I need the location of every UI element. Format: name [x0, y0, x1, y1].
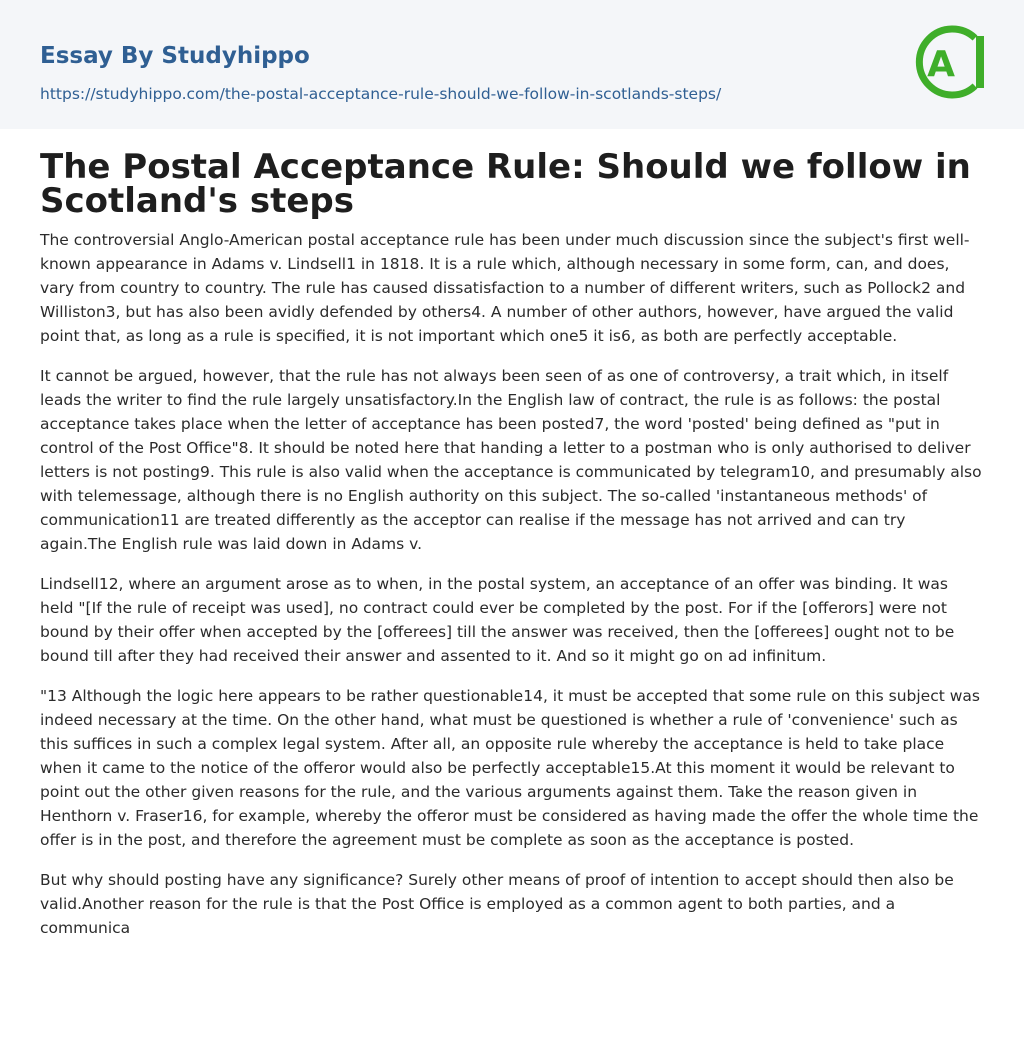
- site-brand[interactable]: Essay By Studyhippo: [40, 43, 310, 69]
- page-title: The Postal Acceptance Rule: Should we follow in Scotland's steps: [40, 147, 971, 221]
- logo-letter: A: [927, 44, 955, 85]
- essay-body: [40, 228, 986, 956]
- page-url-link[interactable]: https://studyhippo.com/the-postal-acceptance-rule-should-we-follow-in-scotlands-steps/: [40, 85, 722, 103]
- essay-paragraph: Lindsell12, where an argument arose as to when, in the postal system, an acceptance of an offer was binding. It was held "[If the rule of receipt was used], no contract could ever be completed by the post. For if the [offerors] were not bound by their offer when accepted by the [offerees] till the answer was received, then the [offerees] ought not to be bound till after they had received their answer and assented to it. And so it might go on ad infinitum.: [40, 575, 955, 665]
- site-header: [0, 0, 1024, 129]
- essay-paragraph: But why should posting have any significance? Surely other means of proof of intention to accept should then also be valid.Another reason for the rule is that the Post Office is employed as a common agent to both parties, and a communica: [40, 871, 954, 937]
- essay-paragraph: The controversial Anglo-American postal acceptance rule has been under much discussion since the subject's first well-known appearance in Adams v. Lindsell1 in 1818. It is a rule which, although necessary in some form, can, and does, vary from country to country. The rule has caused dissatisfaction to a number of different writers, such as Pollock2 and Williston3, but has also been avidly defended by others4. A number of other authors, however, have argued the valid point that, as long as a rule is specified, it is not important which one5 it is6, as both are perfectly acceptable.: [40, 231, 970, 345]
- essay-paragraph: It cannot be argued, however, that the rule has not always been seen of as one of controversy, a trait which, in itself leads the writer to find the rule largely unsatisfactory.In the English law of contract, the rule is as follows: the postal acceptance takes place when the letter of acceptance has been posted7, the word 'posted' being defined as "put in control of the Post Office"8. It should be noted here that handing a letter to a postman who is only authorised to deliver letters is not posting9. This rule is also valid when the acceptance is communicated by telegram10, and presumably also with telemessage, although there is no English authority on this subject. The so-called 'instantaneous methods' of communication11 are treated differently as the acceptor can realise if the message has not arrived and can try again.The English rule was laid down in Adams v.: [40, 367, 982, 553]
- studyhippo-logo-icon[interactable]: [912, 19, 986, 105]
- essay-paragraph: "13 Although the logic here appears to be rather questionable14, it must be accepted that some rule on this subject was indeed necessary at the time. On the other hand, what must be questioned is whether a rule of 'convenience' such as this suffices in such a complex legal system. After all, an opposite rule whereby the acceptance is held to take place when it came to the notice of the offeror would also be perfectly acceptable15.At this moment it would be relevant to point out the other given reasons for the rule, and the various arguments against them. Take the reason given in Henthorn v. Fraser16, for example, whereby the offeror must be considered as having made the offer the whole time the offer is in the post, and therefore the agreement must be complete as soon as the acceptance is posted.: [40, 687, 980, 849]
